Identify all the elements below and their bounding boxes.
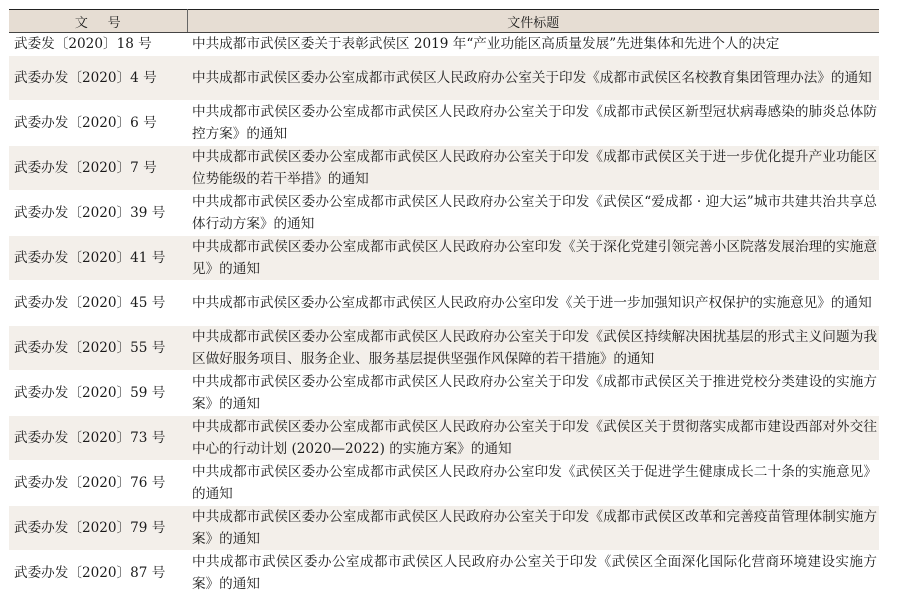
document-number: 武委办发〔2020〕7 号: [9, 146, 187, 191]
document-number: 武委办发〔2020〕4 号: [9, 56, 187, 101]
table-row: [9, 101, 879, 146]
document-title: 中共成都市武侯区委办公室成都市武侯区人民政府办公室关于印发《武侯区持续解决困扰基层的形式主义问题为我区做好服务项目、服务企业、服务基层提供坚强作风保障的若干措施》的通知: [187, 326, 879, 371]
table-row: [9, 56, 879, 101]
table-row: [9, 191, 879, 236]
document-number: 武委办发〔2020〕45 号: [9, 281, 187, 326]
header-document-title: 文件标题: [187, 10, 879, 33]
document-title: 中共成都市武侯区委办公室成都市武侯区人民政府办公室关于印发《成都市武侯区名校教育集团管理办法》的通知: [187, 56, 879, 101]
document-number: 武委发〔2020〕18 号: [9, 33, 187, 56]
document-title: 中共成都市武侯区委关于表彰武侯区 2019 年“产业功能区高质量发展”先进集体和先进个人的决定: [187, 33, 879, 56]
document-number: 武委办发〔2020〕41 号: [9, 236, 187, 281]
document-title: 中共成都市武侯区委办公室成都市武侯区人民政府办公室关于印发《成都市武侯区改革和完善疫苗管理体制实施方案》的通知: [187, 506, 879, 551]
document-title: 中共成都市武侯区委办公室成都市武侯区人民政府办公室印发《武侯区关于促进学生健康成长二十条的实施意见》的通知: [187, 461, 879, 506]
document-number: 武委办发〔2020〕6 号: [9, 101, 187, 146]
header-document-number: 文 号: [9, 10, 187, 33]
header-row: [9, 10, 879, 33]
document-title: 中共成都市武侯区委办公室成都市武侯区人民政府办公室关于印发《武侯区全面深化国际化营商环境建设实施方案》的通知: [187, 551, 879, 596]
table-row: [9, 551, 879, 596]
table-row: [9, 236, 879, 281]
table-header: [9, 10, 879, 33]
document-number: 武委办发〔2020〕73 号: [9, 416, 187, 461]
table-row: [9, 371, 879, 416]
document-number: 武委办发〔2020〕59 号: [9, 371, 187, 416]
document-title: 中共成都市武侯区委办公室成都市武侯区人民政府办公室关于印发《成都市武侯区关于进一步优化提升产业功能区位势能级的若干举措》的通知: [187, 146, 879, 191]
document-table: [9, 9, 879, 596]
document-title: 中共成都市武侯区委办公室成都市武侯区人民政府办公室印发《关于进一步加强知识产权保护的实施意见》的通知: [187, 281, 879, 326]
document-title: 中共成都市武侯区委办公室成都市武侯区人民政府办公室关于印发《成都市武侯区新型冠状病毒感染的肺炎总体防控方案》的通知: [187, 101, 879, 146]
document-title: 中共成都市武侯区委办公室成都市武侯区人民政府办公室关于印发《武侯区关于贯彻落实成都市建设西部对外交往中心的行动计划 (2020—2022) 的实施方案》的通知: [187, 416, 879, 461]
table-body: [9, 33, 879, 596]
document-number: 武委办发〔2020〕87 号: [9, 551, 187, 596]
document-title: 中共成都市武侯区委办公室成都市武侯区人民政府办公室关于印发《成都市武侯区关于推进党校分类建设的实施方案》的通知: [187, 371, 879, 416]
table-row: [9, 326, 879, 371]
table-row: [9, 281, 879, 326]
table-row: [9, 416, 879, 461]
document-number: 武委办发〔2020〕39 号: [9, 191, 187, 236]
table-row: [9, 461, 879, 506]
table-row: [9, 506, 879, 551]
document-number: 武委办发〔2020〕55 号: [9, 326, 187, 371]
document-number: 武委办发〔2020〕79 号: [9, 506, 187, 551]
document-number: 武委办发〔2020〕76 号: [9, 461, 187, 506]
table-row: [9, 146, 879, 191]
document-title: 中共成都市武侯区委办公室成都市武侯区人民政府办公室印发《关于深化党建引领完善小区院落发展治理的实施意见》的通知: [187, 236, 879, 281]
document-title: 中共成都市武侯区委办公室成都市武侯区人民政府办公室关于印发《武侯区“爱成都 · 迎大运”城市共建共治共享总体行动方案》的通知: [187, 191, 879, 236]
table-row: [9, 33, 879, 56]
